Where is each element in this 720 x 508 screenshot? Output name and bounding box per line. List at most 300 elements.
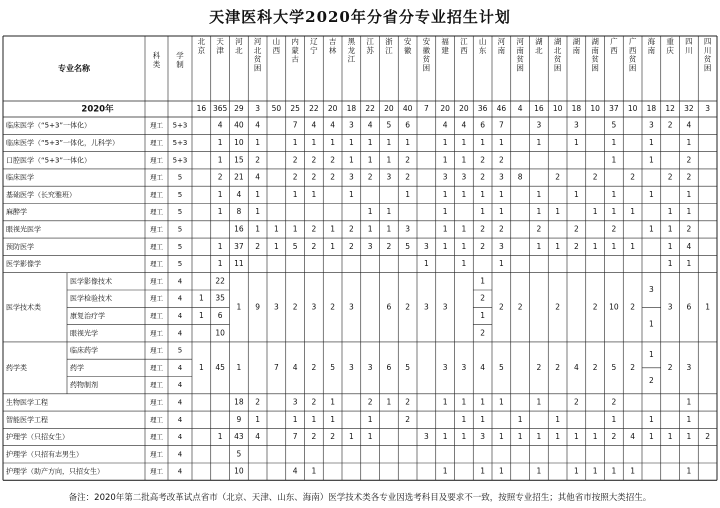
- row-cell: 1: [667, 259, 673, 269]
- header-province-5: 内: [291, 37, 299, 46]
- row-cell: 4: [461, 120, 467, 130]
- header-province-23: 广: [628, 37, 637, 46]
- total-cell: 22: [365, 104, 375, 113]
- row2-cell: 5: [236, 449, 242, 459]
- row2-cell: 4: [292, 466, 298, 476]
- row-cell: 7: [498, 120, 504, 130]
- header-province-10: 浙: [385, 37, 393, 46]
- row2-cell: 1: [442, 466, 448, 476]
- row-duration: 5: [177, 225, 183, 234]
- tech-merged-cell: 3: [273, 302, 279, 312]
- row-cell: 1: [573, 189, 579, 199]
- row2-cell: 1: [367, 432, 373, 442]
- row2-cell: 1: [555, 414, 561, 424]
- tech-sub-tianjin: 22: [215, 276, 225, 286]
- header-province-24: 海: [647, 37, 656, 46]
- row-cell: 1: [555, 207, 561, 217]
- pharm-merged-cell: 3: [686, 362, 692, 372]
- tech-merged-cell: 2: [405, 302, 411, 312]
- pharm-merged-cell: 5: [330, 362, 336, 372]
- pharm-merged-cell: 2: [555, 362, 561, 372]
- tech-shandong-cell: 1: [480, 276, 486, 286]
- row2-cell: 1: [611, 466, 617, 476]
- header-province-17: 河: [516, 37, 524, 46]
- header-province-12: 徽: [422, 45, 431, 55]
- pharm-merged-cell: 3: [442, 362, 448, 372]
- header-province-0: 京: [197, 45, 206, 55]
- tech-sub-tianjin: 35: [215, 293, 225, 303]
- header-province-18: 湖: [535, 37, 543, 46]
- pharm-sub-major-0: 临床药学: [70, 346, 98, 355]
- row-cell: 2: [292, 172, 298, 182]
- pharm-merged-cell: 5: [611, 362, 617, 372]
- row-cell: 1: [461, 155, 467, 165]
- row-cell: 2: [480, 155, 486, 165]
- tech-sub-duration: 4: [177, 277, 183, 286]
- row-cell: 2: [311, 172, 317, 182]
- pharm-merged-cell: 2: [536, 362, 542, 372]
- row2-cell: 1: [686, 397, 692, 407]
- tech-merged-cell: 6: [386, 302, 392, 312]
- row-category: 理工: [150, 156, 163, 165]
- row2-major-4: 护理学（助产方向，只招女生）: [6, 467, 104, 476]
- row-cell: 2: [480, 241, 486, 251]
- row-cell: 7: [292, 120, 298, 130]
- header-duration: 学: [176, 51, 184, 60]
- row-cell: 2: [255, 241, 261, 251]
- total-cell: 20: [459, 104, 469, 113]
- row-cell: 1: [573, 137, 579, 147]
- header-province-21: 南: [591, 45, 599, 55]
- row-cell: 1: [536, 241, 542, 251]
- row-cell: 4: [217, 120, 223, 130]
- row-cell: 2: [348, 241, 354, 251]
- header-province-26: 四: [685, 37, 693, 46]
- row-cell: 6: [405, 120, 411, 130]
- header-province-25: 重: [666, 37, 674, 46]
- header-province-17: 南: [516, 45, 524, 55]
- row2-category: 理工: [150, 415, 163, 424]
- row-category: 理工: [150, 225, 163, 234]
- row-cell: 1: [442, 207, 448, 217]
- total-cell: 3: [705, 104, 711, 113]
- tech-merged-cell: 3: [348, 302, 354, 312]
- row-cell: 16: [234, 224, 244, 234]
- tech-merged-cell: 3: [667, 302, 673, 312]
- header-province-5: 古: [291, 54, 299, 64]
- row-cell: 2: [480, 224, 486, 234]
- row-cell: 4: [686, 120, 692, 130]
- row-cell: 4: [255, 172, 261, 182]
- total-cell: 40: [402, 104, 413, 113]
- row2-cell: 18: [234, 397, 244, 407]
- row2-cell: 1: [648, 414, 654, 424]
- row-cell: 1: [273, 241, 279, 251]
- header-subject-category: 科: [152, 51, 161, 60]
- header-province-7: 林: [328, 45, 337, 55]
- row2-major-0: 生物医学工程: [6, 398, 48, 407]
- total-cell: 46: [496, 104, 507, 113]
- row-cell: 1: [442, 224, 448, 234]
- row2-cell: 1: [461, 397, 467, 407]
- row-cell: 1: [461, 137, 467, 147]
- total-row-label: 2020年: [81, 104, 114, 115]
- row2-cell: 9: [236, 414, 242, 424]
- header-province-7: 吉: [328, 37, 337, 46]
- row-cell: 2: [667, 120, 673, 130]
- total-cell: 50: [271, 104, 282, 113]
- row-cell: 6: [480, 120, 486, 130]
- row-cell: 1: [292, 189, 298, 199]
- row-cell: 1: [648, 137, 654, 147]
- row-cell: 40: [234, 120, 244, 130]
- row2-cell: 2: [330, 432, 336, 442]
- pharm-sub-duration: 5: [177, 346, 183, 355]
- row-cell: 1: [292, 224, 298, 234]
- header-province-6: 宁: [310, 45, 318, 55]
- total-cell: 37: [609, 104, 619, 113]
- pharm-merged-cell: 3: [367, 362, 373, 372]
- header-province-9: 苏: [366, 45, 374, 55]
- row-cell: 2: [330, 155, 336, 165]
- row2-cell: 1: [630, 466, 636, 476]
- tech-merged-cell: 3: [442, 302, 448, 312]
- row-cell: 2: [386, 241, 392, 251]
- row2-cell: 1: [536, 397, 542, 407]
- row-cell: 2: [311, 155, 317, 165]
- total-cell: 365: [212, 104, 228, 113]
- row-category: 理工: [150, 242, 163, 251]
- row-cell: 2: [686, 172, 692, 182]
- row2-major-1: 智能医学工程: [6, 415, 48, 424]
- row-cell: 1: [667, 241, 673, 251]
- header-province-27: 贫: [703, 54, 712, 64]
- row-cell: 1: [386, 207, 392, 217]
- row2-cell: 1: [217, 432, 223, 442]
- row2-cell: 2: [405, 397, 411, 407]
- row-cell: 2: [555, 172, 561, 182]
- row-duration: 5: [177, 190, 183, 199]
- header-province-8: 黑: [347, 37, 356, 46]
- header-province-22: 西: [610, 45, 618, 55]
- pharm-tianjin-cell: 45: [215, 362, 225, 372]
- header-province-3: 河: [253, 37, 262, 46]
- header-province-12: 贫: [422, 54, 431, 64]
- pharm-sub-category: 理工: [150, 381, 163, 390]
- row-cell: 1: [611, 155, 617, 165]
- row-cell: 1: [630, 207, 636, 217]
- row2-cell: 1: [686, 414, 692, 424]
- total-cell: 22: [309, 104, 319, 113]
- row2-cell: 10: [234, 466, 244, 476]
- row2-cell: 2: [311, 397, 317, 407]
- row-cell: 3: [348, 172, 354, 182]
- row-cell: 3: [573, 120, 579, 130]
- header-duration: 制: [176, 59, 184, 69]
- header-province-16: 南: [497, 45, 506, 55]
- row2-cell: 1: [498, 432, 504, 442]
- row2-cell: 1: [592, 466, 598, 476]
- row2-cell: 1: [442, 397, 448, 407]
- header-province-11: 安: [403, 37, 412, 46]
- header-province-4: 西: [272, 45, 281, 55]
- header-province-2: 北: [235, 45, 243, 55]
- row-major-1: 临床医学（“5+3”一体化，儿科学）: [6, 138, 120, 147]
- header-province-15: 东: [478, 45, 487, 55]
- row-cell: 5: [405, 241, 411, 251]
- row-cell: 1: [498, 189, 504, 199]
- row2-cell: 2: [405, 414, 411, 424]
- tech-sub-duration: 4: [177, 294, 183, 303]
- row-duration: 5: [177, 173, 183, 182]
- row2-cell: 2: [611, 432, 617, 442]
- row-cell: 1: [648, 155, 654, 165]
- row-cell: 5: [611, 120, 617, 130]
- pharm-merged-cell: 2: [667, 362, 673, 372]
- row-cell: 1: [405, 189, 411, 199]
- row2-cell: 3: [423, 432, 429, 442]
- pharm-sub-major-1: 药学: [70, 363, 84, 372]
- header-province-15: 山: [478, 37, 487, 46]
- row-cell: 1: [555, 241, 561, 251]
- row-cell: 37: [234, 241, 244, 251]
- row-major-2: 口腔医学（“5+3”一体化）: [6, 156, 92, 165]
- row2-cell: 1: [480, 466, 486, 476]
- tech-merged-cell: 1: [236, 302, 242, 312]
- tech-merged-cell: 3: [423, 302, 429, 312]
- row-cell: 1: [480, 207, 486, 217]
- tech-hainan-cell: 1: [648, 319, 654, 329]
- row-cell: 3: [498, 172, 504, 182]
- row2-cell: 1: [442, 432, 448, 442]
- header-province-21: 贫: [591, 54, 599, 64]
- row-cell: 1: [536, 207, 542, 217]
- row2-duration: 4: [177, 450, 183, 459]
- pharm-merged-cell: 4: [480, 362, 486, 372]
- row-cell: 1: [442, 155, 448, 165]
- header-province-19: 贫: [553, 54, 562, 64]
- header-province-13: 建: [441, 45, 449, 55]
- row-cell: 1: [386, 155, 392, 165]
- row-cell: 2: [217, 172, 223, 182]
- row-category: 理工: [150, 173, 163, 182]
- tech-merged-cell: 6: [686, 302, 692, 312]
- total-cell: 7: [423, 104, 429, 113]
- header-province-19: 北: [553, 45, 562, 55]
- row-major-3: 临床医学: [6, 173, 34, 182]
- row2-cell: 2: [705, 432, 711, 442]
- header-province-23: 困: [628, 63, 637, 73]
- header-province-8: 江: [347, 54, 356, 64]
- footnote: 备注：2020年第二批高考改革试点省市（北京、天津、山东、海南）医学技术类各专业因选考科目及要求不一致，按照专业招生；其他省市按照大类招生。: [68, 493, 652, 503]
- row2-cell: 1: [311, 466, 317, 476]
- row-cell: 1: [330, 241, 336, 251]
- header-province-17: 贫: [516, 54, 524, 64]
- header-province-13: 福: [441, 37, 449, 46]
- tech-sub-duration: 4: [177, 329, 183, 338]
- header-province-21: 困: [591, 63, 599, 73]
- tech-shandong-cell: 2: [480, 328, 486, 338]
- header-province-14: 西: [460, 45, 468, 55]
- row-cell: 1: [686, 259, 692, 269]
- total-cell: 16: [534, 104, 544, 113]
- row-cell: 1: [611, 137, 617, 147]
- header-province-2: 河: [235, 37, 243, 46]
- row2-cell: 1: [480, 414, 486, 424]
- total-cell: 20: [440, 104, 450, 113]
- row2-cell: 2: [367, 397, 373, 407]
- pharm-merged-cell: 2: [630, 362, 636, 372]
- header-province-8: 龙: [347, 45, 356, 55]
- pharm-sub-category: 理工: [150, 346, 163, 355]
- row-duration: 5+3: [172, 156, 188, 165]
- tech-sub-tianjin: 6: [217, 310, 223, 320]
- total-cell: 10: [590, 104, 600, 113]
- row-cell: 2: [498, 224, 504, 234]
- row2-cell: 2: [611, 397, 617, 407]
- row-cell: 2: [686, 155, 692, 165]
- row-cell: 3: [386, 172, 392, 182]
- total-cell: 12: [665, 104, 675, 113]
- row-cell: 2: [311, 224, 317, 234]
- row-cell: 1: [217, 241, 223, 251]
- header-province-18: 北: [535, 45, 543, 55]
- row2-cell: 1: [461, 432, 467, 442]
- header-province-0: 北: [197, 37, 206, 46]
- row-cell: 1: [667, 207, 673, 217]
- row2-duration: 4: [177, 433, 183, 442]
- tech-merged-cell: 2: [330, 302, 336, 312]
- row-cell: 1: [311, 137, 317, 147]
- row-cell: 2: [348, 224, 354, 234]
- tech-merged-cell: 1: [705, 302, 711, 312]
- total-cell: 18: [346, 104, 357, 113]
- header-province-26: 川: [685, 45, 693, 55]
- pharm-merged-cell: 1: [236, 362, 242, 372]
- header-province-19: 困: [553, 63, 562, 73]
- row2-cell: 1: [517, 414, 523, 424]
- pharm-hainan-cell: 2: [648, 375, 654, 385]
- tech-merged-cell: 2: [555, 302, 561, 312]
- row-cell: 1: [461, 259, 467, 269]
- tech-sub-beijing: 1: [198, 310, 204, 320]
- row-cell: 3: [461, 172, 467, 182]
- row-cell: 1: [255, 207, 261, 217]
- row-cell: 2: [405, 155, 411, 165]
- row-cell: 4: [330, 120, 336, 130]
- row-cell: 1: [498, 259, 504, 269]
- row-category: 理工: [150, 121, 163, 130]
- tech-sub-category: 理工: [150, 294, 163, 303]
- row2-cell: 4: [255, 432, 261, 442]
- row-cell: 1: [461, 224, 467, 234]
- row-duration: 5+3: [172, 121, 188, 130]
- tech-sub-major-3: 眼视光学: [70, 329, 98, 338]
- row-major-7: 预防医学: [6, 242, 34, 251]
- row2-cell: 4: [630, 432, 636, 442]
- tech-merged-cell: 3: [311, 302, 317, 312]
- header-province-17: 困: [516, 63, 524, 73]
- row-cell: 1: [292, 137, 298, 147]
- row2-cell: 1: [461, 414, 467, 424]
- row2-cell: 1: [592, 432, 598, 442]
- row-cell: 1: [442, 241, 448, 251]
- tech-sub-major-0: 医学影像技术: [70, 277, 112, 286]
- row-cell: 3: [348, 120, 354, 130]
- page-title: 天津医科大学2020年分省分专业招生计划: [209, 8, 511, 26]
- pharm-beijing-cell: 1: [198, 362, 204, 372]
- row-cell: 2: [480, 172, 486, 182]
- pharm-sub-major-2: 药物制剂: [70, 381, 98, 390]
- row-cell: 2: [611, 224, 617, 234]
- header-major-name: 专业名称: [58, 64, 90, 73]
- row-cell: 1: [667, 224, 673, 234]
- header-province-19: 湖: [553, 37, 562, 46]
- tech-merged-cell: 2: [498, 302, 504, 312]
- row-cell: 1: [686, 189, 692, 199]
- row-cell: 1: [217, 189, 223, 199]
- row2-cell: 1: [573, 466, 579, 476]
- total-cell: 16: [196, 104, 207, 113]
- header-province-14: 江: [460, 37, 468, 46]
- row2-category: 理工: [150, 398, 163, 407]
- header-province-16: 河: [497, 37, 506, 46]
- header-province-27: 四: [703, 37, 712, 46]
- pharm-merged-cell: 6: [386, 362, 392, 372]
- row2-cell: 1: [386, 397, 392, 407]
- total-cell: 10: [552, 104, 563, 113]
- row-cell: 1: [386, 224, 392, 234]
- row2-cell: 3: [292, 397, 298, 407]
- row-cell: 2: [592, 172, 598, 182]
- row-cell: 1: [348, 155, 354, 165]
- pharm-merged-cell: 5: [405, 362, 411, 372]
- row2-cell: 1: [311, 414, 317, 424]
- row-category: 理工: [150, 260, 163, 269]
- total-cell: 20: [384, 104, 394, 113]
- row-cell: 3: [367, 241, 373, 251]
- total-cell: 4: [517, 104, 523, 113]
- row-cell: 1: [273, 224, 279, 234]
- header-province-23: 西: [628, 45, 637, 55]
- row-duration: 5: [177, 208, 183, 217]
- total-cell: 18: [646, 104, 657, 113]
- row-cell: 1: [217, 137, 223, 147]
- row2-duration: 4: [177, 467, 183, 476]
- header-province-3: 北: [253, 45, 262, 55]
- row2-cell: 1: [517, 432, 523, 442]
- header-province-25: 庆: [666, 45, 674, 55]
- row-cell: 5: [386, 120, 392, 130]
- header-province-27: 困: [703, 63, 712, 73]
- row-cell: 2: [330, 172, 336, 182]
- row-cell: 1: [686, 207, 692, 217]
- row-cell: 1: [348, 137, 354, 147]
- header-province-12: 困: [422, 63, 431, 73]
- pharm-hainan-cell: 1: [648, 349, 654, 359]
- row2-cell: 1: [667, 432, 673, 442]
- header-province-22: 广: [610, 37, 618, 46]
- row-cell: 5: [292, 241, 298, 251]
- header-province-1: 津: [216, 45, 224, 55]
- row-cell: 10: [234, 137, 244, 147]
- row-cell: 2: [686, 224, 692, 234]
- row2-major-2: 护理学（只招女生）: [6, 433, 69, 442]
- tech-merged-cell: 2: [292, 302, 298, 312]
- row-cell: 2: [367, 172, 373, 182]
- header-province-27: 川: [703, 45, 712, 55]
- tech-hainan-cell: 3: [648, 285, 654, 294]
